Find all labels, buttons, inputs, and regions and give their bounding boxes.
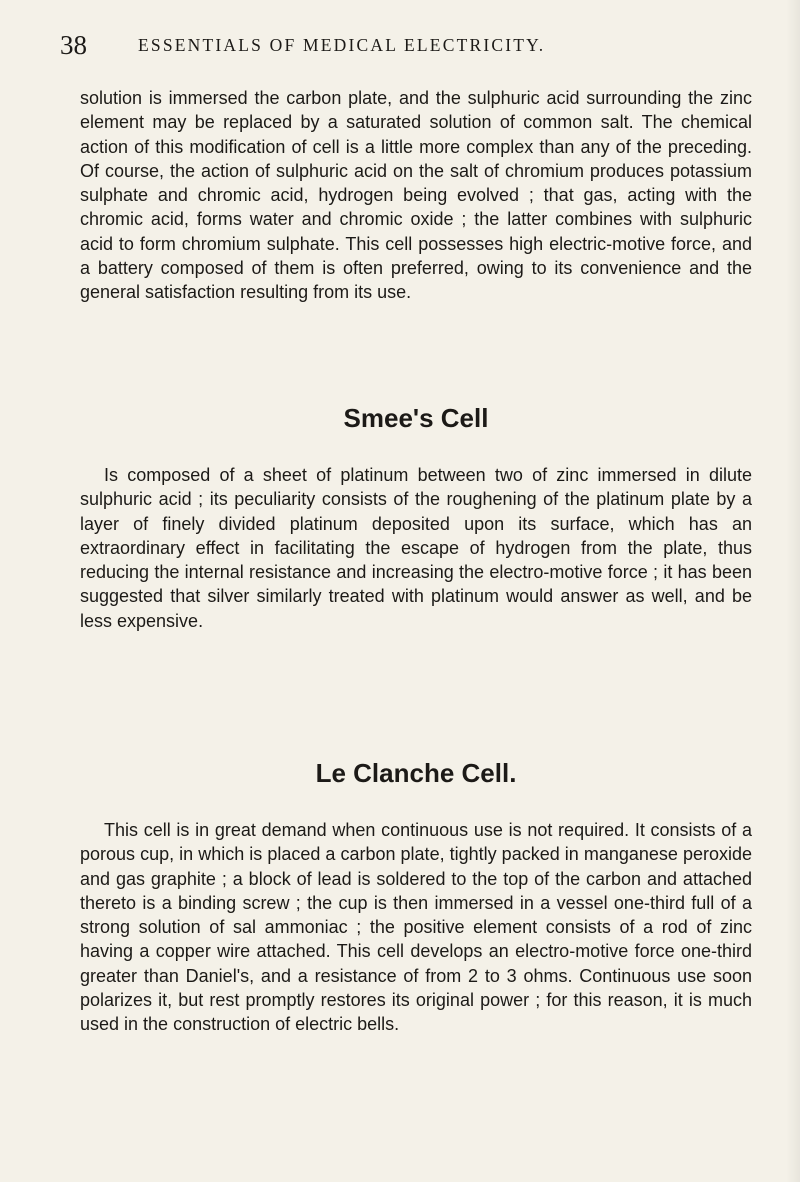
section-heading-smee-cell: Smee's Cell: [343, 403, 489, 433]
page-number: 38: [60, 30, 87, 60]
section-heading-le-clanche-cell: Le Clanche Cell.: [315, 758, 517, 788]
paragraph-chromic-cell-continued: solution is immersed the carbon plate, and the sulphuric acid surrounding the zinc element may be replaced by a saturated solution of common salt. The chemical action of this modification of cell is a little more complex than any of the preceding. Of course, the action of sulphuric acid on the salt of chromium produces potassium sulphate and chromic acid, hydrogen being evolved ; that gas, acting with the chromic acid, forms water and chromic oxide ; the latter combines with sulphuric acid to form chromium sulphate. This cell possesses high electric-motive force, and a battery composed of them is often preferred, owing to its convenience and the general satisfaction resulting from its use.: [80, 88, 752, 303]
running-head-title: ESSENTIALS OF MEDICAL ELECTRICITY.: [138, 35, 546, 55]
running-head: [60, 30, 750, 60]
page-edge-shadow: [786, 0, 800, 1182]
paragraph-le-clanche-cell: This cell is in great demand when continuous use is not required. It consists of a porous cup, in which is placed a carbon plate, tightly packed in manganese peroxide and gas graphite ; a block of lead is soldered to the top of the carbon and attached thereto is a binding screw ; the cup is then immersed in a vessel one-third full of a strong solution of sal ammoniac ; the positive element consists of a rod of zinc having a copper wire attached. This cell develops an electro-motive force one-third greater than Daniel's, and a resistance of from 2 to 3 ohms. Continuous use soon polarizes it, but rest promptly restores its original power ; for this reason, it is much used in the construction of electric bells.: [80, 820, 752, 1035]
paragraph-smee-cell: Is composed of a sheet of platinum between two of zinc immersed in dilute sulphuric acid ; its peculiarity consists of the roughening of the platinum plate by a layer of finely divided platinum deposited upon its surface, which has an extraordinary effect in facilitating the escape of hydrogen from the plate, thus reducing the internal resistance and increasing the electro-motive force ; it has been suggested that silver similarly treated with platinum would answer as well, and be less expensive.: [80, 465, 752, 631]
